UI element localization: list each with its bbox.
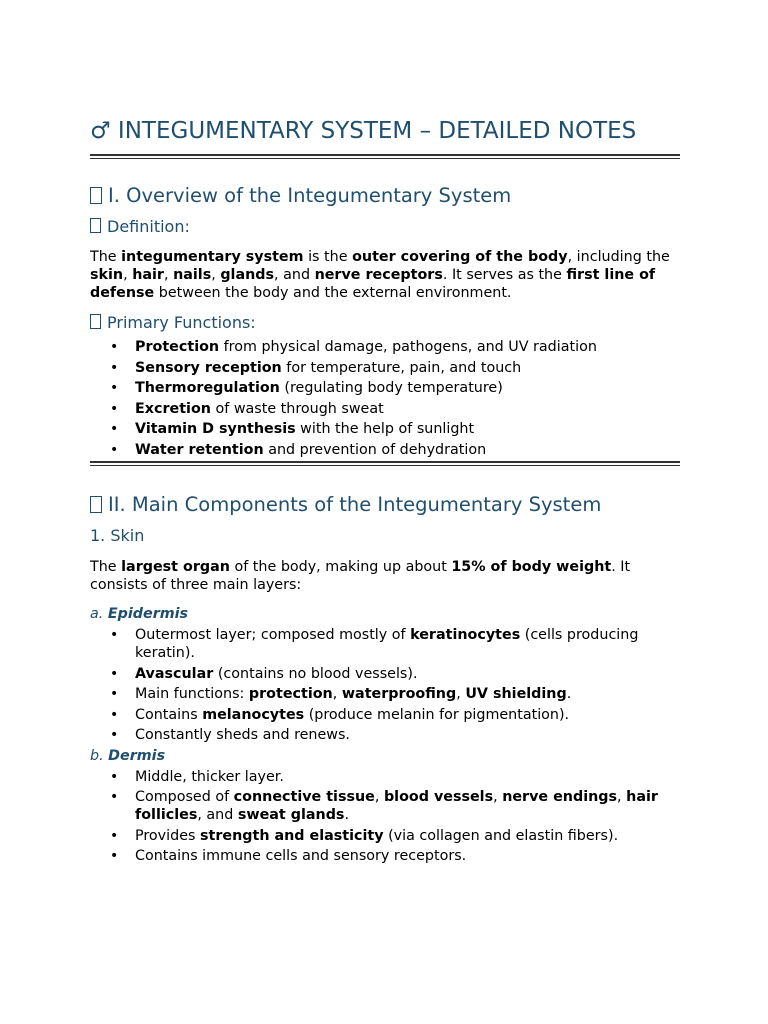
- bold-text: waterproofing: [341, 686, 457, 702]
- text-run: between the body and the external environment.: [154, 285, 512, 301]
- bullet-icon: •: [110, 848, 119, 864]
- text-run: ,: [374, 789, 384, 805]
- text-run: ,: [211, 267, 221, 283]
- dermis-heading: b. Dermis: [90, 747, 166, 764]
- bullet-icon: •: [110, 359, 119, 376]
- list-item: [90, 379, 680, 397]
- list-item: [90, 768, 680, 786]
- text-run: . It consists of three main layers:: [90, 559, 631, 593]
- text-run: ,: [493, 789, 503, 805]
- bold-text: hair follicles: [135, 789, 658, 823]
- bold-text: UV shielding: [465, 686, 567, 702]
- bold-text: melanocytes: [202, 706, 305, 723]
- text-run: (produce melanin for pigmentation).: [304, 706, 570, 723]
- list-item: [90, 420, 680, 438]
- functions-heading: Primary Functions:: [90, 312, 680, 334]
- bold-text: skin: [90, 267, 124, 283]
- bullet-icon: •: [110, 441, 119, 458]
- missing-glyph-icon: [90, 187, 102, 204]
- text-run: Contains: [135, 706, 203, 723]
- definition-paragraph: [90, 248, 680, 302]
- bullet-icon: •: [110, 789, 119, 805]
- bold-text: protection: [248, 686, 333, 702]
- bold-text: keratinocytes: [410, 627, 521, 643]
- text-run: .: [344, 807, 349, 823]
- bold-text: hair: [132, 267, 164, 283]
- epidermis-list: [90, 626, 680, 744]
- text-run: of waste through sweat: [210, 400, 384, 417]
- document-content: [90, 112, 680, 868]
- bullet-icon: •: [110, 380, 119, 396]
- functions-list: [90, 338, 680, 459]
- text-run: Outermost layer; composed mostly of: [135, 627, 411, 643]
- bullet-icon: •: [110, 627, 119, 643]
- bold-text: Vitamin D synthesis: [135, 421, 296, 437]
- bullet-icon: •: [110, 827, 119, 844]
- skin-heading: 1. Skin: [90, 526, 145, 545]
- bullet-icon: •: [110, 421, 119, 437]
- bold-text: Excretion: [135, 400, 211, 417]
- text-run: The: [90, 559, 122, 575]
- text-run: , and: [274, 267, 315, 283]
- bold-text: Water retention: [135, 441, 264, 458]
- bullet-icon: •: [110, 400, 119, 417]
- skin-intro-paragraph: [90, 558, 680, 594]
- bold-text: Sensory reception: [135, 359, 282, 376]
- definition-heading: Definition:: [90, 216, 680, 238]
- list-item: [90, 685, 680, 703]
- text-run: ,: [332, 686, 342, 702]
- text-run: from physical damage, pathogens, and UV radiation: [219, 339, 597, 355]
- epidermis-heading: a. Epidermis: [90, 606, 189, 622]
- bold-text: Thermoregulation: [135, 380, 280, 396]
- text-run: ,: [456, 686, 466, 702]
- bold-text: 15% of body weight: [451, 559, 612, 575]
- text-run: The: [90, 249, 122, 265]
- bullet-icon: •: [110, 686, 119, 702]
- bullet-icon: •: [110, 768, 119, 785]
- text-run: Provides: [135, 827, 200, 844]
- bold-text: integumentary system: [121, 249, 304, 265]
- text-run: (regulating body temperature): [279, 380, 503, 396]
- bold-text: Avascular: [135, 665, 214, 682]
- bold-text: strength and elasticity: [199, 827, 384, 844]
- text-run: Middle, thicker layer.: [135, 768, 284, 785]
- list-item: [90, 706, 680, 724]
- list-item: [90, 441, 680, 459]
- bold-text: connective tissue: [233, 789, 375, 805]
- list-item: [90, 359, 680, 377]
- missing-glyph-icon: [90, 496, 102, 513]
- list-item: [90, 847, 680, 865]
- text-run: .: [566, 686, 572, 702]
- list-item: [90, 400, 680, 418]
- bold-text: glands: [220, 267, 275, 283]
- missing-glyph-icon: [90, 314, 101, 329]
- bold-text: nerve endings: [502, 789, 618, 805]
- text-run: Main functions:: [135, 686, 249, 702]
- bullet-icon: •: [110, 706, 119, 723]
- text-run: for temperature, pain, and touch: [281, 359, 522, 376]
- text-run: Constantly sheds and renews.: [135, 727, 350, 743]
- list-item: [90, 338, 680, 356]
- bold-text: outer covering of the body: [352, 249, 568, 265]
- text-run: ,: [163, 267, 174, 283]
- bold-text: Protection: [135, 339, 220, 355]
- text-run: , including the: [567, 249, 670, 265]
- text-run: of the body, making up about: [229, 559, 452, 575]
- list-item: [90, 788, 680, 824]
- bullet-icon: •: [110, 727, 119, 743]
- bullet-icon: •: [110, 665, 119, 682]
- text-run: (via collagen and elastin fibers).: [383, 827, 619, 844]
- dermis-list: [90, 768, 680, 866]
- missing-glyph-icon: [90, 218, 101, 233]
- text-run: and prevention of dehydration: [263, 441, 487, 458]
- text-run: is the: [303, 249, 353, 265]
- bold-text: nails: [173, 267, 212, 283]
- section-2-heading: II. Main Components of the Integumentary System: [90, 492, 680, 518]
- section-1-heading: I. Overview of the Integumentary System: [90, 183, 680, 209]
- text-run: Contains immune cells and sensory receptors.: [135, 848, 467, 864]
- text-run: Composed of: [135, 789, 234, 805]
- text-run: with the help of sunlight: [295, 421, 475, 437]
- text-run: (cells producing keratin).: [135, 627, 639, 661]
- document-title: ♂ INTEGUMENTARY SYSTEM – DETAILED NOTES: [90, 118, 637, 144]
- list-item: [90, 827, 680, 845]
- text-run: ,: [123, 267, 133, 283]
- bold-text: largest organ: [121, 559, 230, 575]
- bold-text: blood vessels: [383, 789, 494, 805]
- text-run: ,: [617, 789, 627, 805]
- bullet-icon: •: [110, 339, 119, 355]
- list-item: [90, 665, 680, 683]
- text-run: , and: [197, 807, 238, 823]
- bold-text: sweat glands: [237, 807, 345, 823]
- bold-text: first line of defense: [90, 267, 656, 301]
- text-run: (contains no blood vessels).: [213, 665, 418, 682]
- list-item: [90, 726, 680, 744]
- list-item: [90, 626, 680, 662]
- bold-text: nerve receptors: [314, 267, 443, 283]
- text-run: . It serves as the: [442, 267, 567, 283]
